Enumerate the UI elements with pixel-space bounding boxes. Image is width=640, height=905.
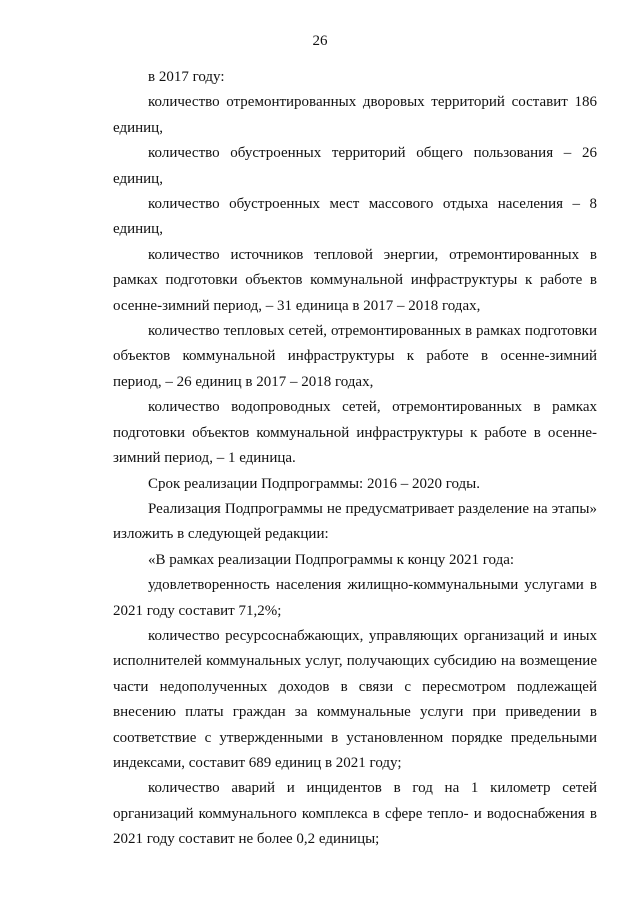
paragraph-heat-sources: количество источников тепловой энергии, отремонтированных в рамках подготовки объектов коммунальной инфраструктуры к работе в осенне-зимний период, – 31 единица в 2017 – 2018 годах, [113, 246, 597, 314]
paragraph-yards: количество отремонтированных дворовых территорий составит 186 единиц, [113, 94, 597, 136]
paragraph-term: Срок реализации Подпрограммы: 2016 – 2020 годы. [148, 475, 481, 492]
paragraph-subsidies: количество ресурсоснабжающих, управляющих организаций и иных исполнителей коммунальных услуг, получающих субсидию на возмещение части недополученных доходов в связи с пересмотром подлежащей внесению платы граждан за коммунальные услуги при приведении в соответствие с утвержденными в установленном порядке предельными индексами, составит 689 единиц в 2021 году; [113, 627, 597, 771]
paragraph-heat-networks: количество тепловых сетей, отремонтированных в рамках подготовки объектов коммунальной инфраструктуры к работе в осенне-зимний период, – 26 единиц в 2017 – 2018 годах, [113, 323, 597, 390]
document-body [113, 65, 597, 853]
paragraph-satisfaction: удовлетворенность населения жилищно-коммунальными услугами в 2021 году составит 71,2%; [113, 577, 597, 619]
paragraph-by-2021: «В рамках реализации Подпрограммы к концу 2021 года: [148, 551, 515, 568]
paragraph-accidents: количество аварий и инцидентов в год на 1 километр сетей организаций коммунального комплекса в сфере тепло- и водоснабжения в 2021 году составит не более 0,2 единицы; [113, 780, 597, 848]
paragraph-water-networks: количество водопроводных сетей, отремонтированных в рамках подготовки объектов коммунальной инфраструктуры к работе в осенне-зимний период, – 1 единица. [113, 399, 597, 467]
paragraph-stages: Реализация Подпрограммы не предусматривает разделение на этапы» изложить в следующей редакции: [113, 500, 597, 543]
paragraph-year-2017: в 2017 году: [148, 69, 225, 85]
page-number: 26 [312, 33, 328, 49]
paragraph-recreation-places: количество обустроенных мест массового отдыха населения – 8 единиц, [113, 196, 597, 238]
paragraph-public-areas: количество обустроенных территорий общего пользования – 26 единиц, [113, 145, 597, 187]
